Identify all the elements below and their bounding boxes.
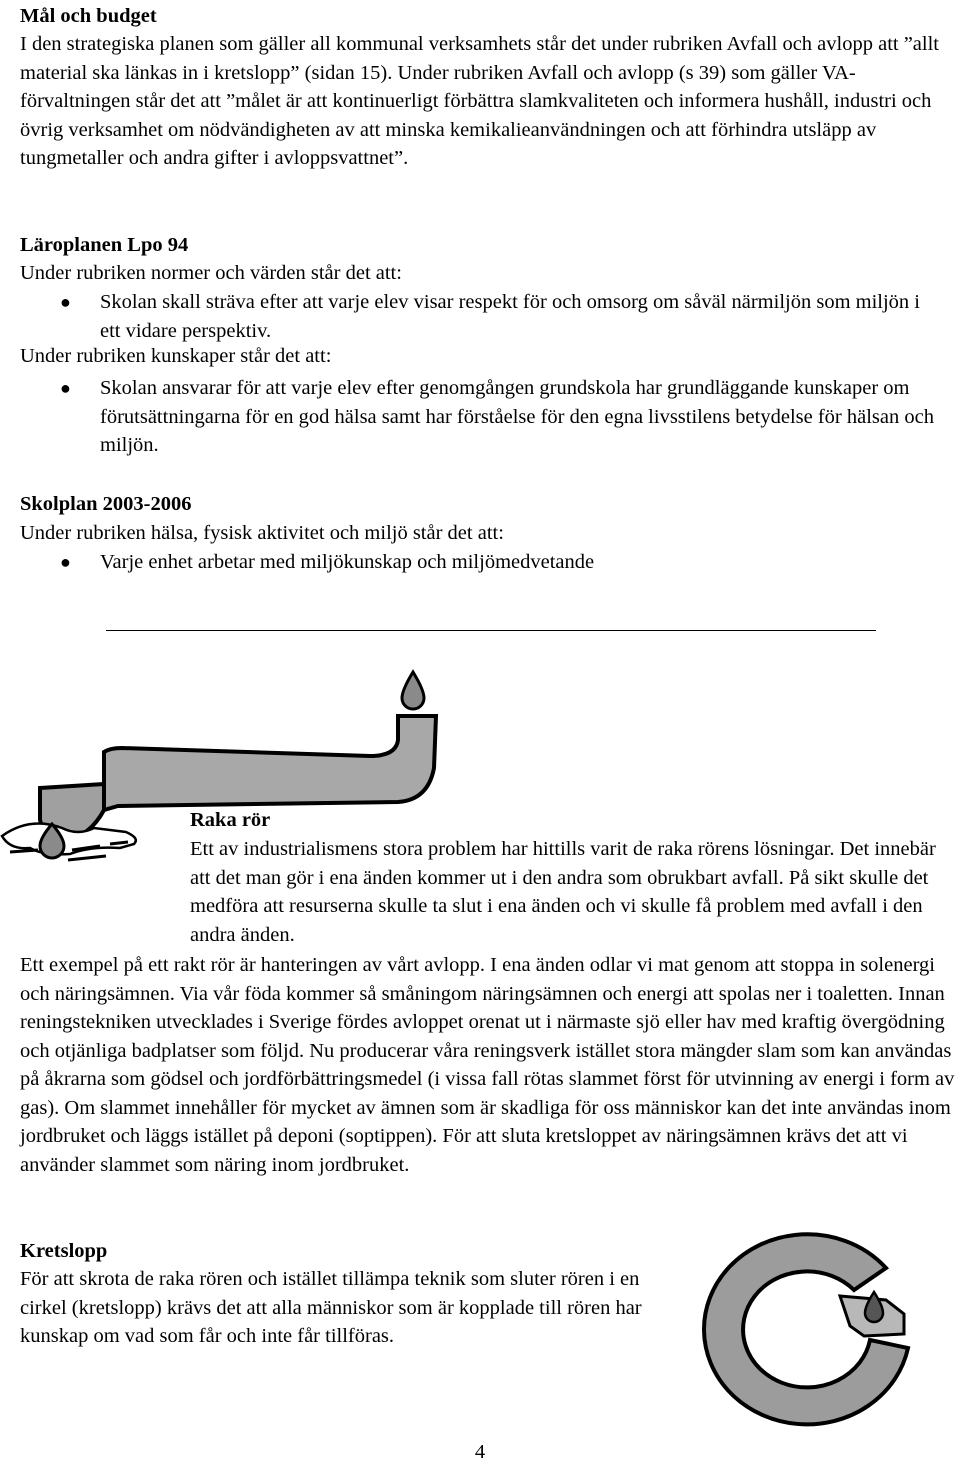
paragraph-mal-och-budget: I den strategiska planen som gäller all kommunal verksamhets står det under rubriken Avfall och avlopp att ”allt material ska länkas in i kretslopp” (sidan 15). Under rubriken Avfall och avlopp (s 39) som gäller VA-förvaltningen står det att ”målet är att kontinuerligt förbättra slamkvaliteten och informera hushåll, industri och övrig verksamhet om nödvändigheten av att minska kemikalieanvändningen och att förhindra utsläpp av tungmetaller och andra gifter i avloppsvattnet”. — [20, 33, 939, 169]
bent-pipe-shape — [104, 716, 436, 810]
bullet-text-skolplan: Varje enhet arbetar med miljökunskap och miljömedvetande — [100, 551, 595, 573]
section-heading-mal-och-budget: Mål och budget — [20, 5, 157, 27]
water-drop-circle-icon — [865, 1292, 883, 1322]
bullet-text-kunskaper: Skolan ansvarar för att varje elev efter genomgången grundskola har grundläggande kunskaper om förutsättningarna för en god hälsa samt har förståelse för den egna livsstilens betydelse för hälsan och miljön. — [100, 377, 934, 456]
paragraph-kunskaper-intro: Under rubriken kunskaper står det att: — [20, 345, 332, 367]
bullet-dot: ● — [60, 292, 71, 312]
paragraph-raka-ror-full: Ett exempel på ett rakt rör är hanteringen av vårt avlopp. I ena änden odlar vi mat genom att stoppa in solenergi och näringsämnen. Via vår föda kommer så småningom näringsämnen och energi att spolas ner i toaletten. Innan reningstekniken utvecklades i Sverige fördes avloppet orenat ut i närmaste sjö eller hav med kraftig övergödning och otjänliga badplatser som följd. Nu producerar våra reningsverk istället stora mängder slam som kan användas på åkrarna som gödsel och jordförbättringsmedel (i vissa fall rötas slammet först för utvinning av energi i form av gas). Om slammet innehåller för mycket av ämnen som är skadliga för oss människor kan det inte användas inom jordbruket och läggs istället på deponi (soptippen). För att sluta kretsloppet av näringsämnen krävs det att vi använder slammet som näring inom jordbruket. — [20, 954, 955, 1176]
section-heading-kretslopp: Kretslopp — [20, 1240, 108, 1262]
bullet-dot: ● — [60, 552, 71, 572]
page-number: 4 — [474, 1441, 486, 1463]
horizontal-divider — [106, 630, 876, 631]
bullet-text-normer: Skolan skall sträva efter att varje elev visar respekt för och omsorg om såväl närmiljön som miljön i ett vidare perspektiv. — [100, 291, 920, 342]
bullet-dot: ● — [60, 378, 71, 398]
bullet-item-skolplan — [60, 548, 940, 577]
bullet-item-normer — [60, 288, 940, 345]
bullet-item-kunskaper — [60, 374, 940, 460]
section-heading-laroplanen: Läroplanen Lpo 94 — [20, 234, 189, 256]
water-drop-top-icon — [402, 672, 424, 709]
paragraph-normer-intro: Under rubriken normer och värden står det att: — [20, 262, 402, 284]
circular-pipe-illustration — [690, 1230, 940, 1430]
section-heading-skolplan: Skolplan 2003-2006 — [20, 493, 192, 515]
paragraph-skolplan-intro: Under rubriken hälsa, fysisk aktivitet och miljö står det att: — [20, 522, 504, 544]
paragraph-raka-ror-indented: Ett av industrialismens stora problem har hittills varit de raka rörens lösningar. Det innebär att det man gör i ena änden kommer ut i den andra som obrukbart avfall. På sikt skulle det medföra att resurserna skulle ta slut i ena änden och vi skulle få problem med avfall i den andra änden. — [190, 838, 936, 946]
paragraph-kretslopp: För att skrota de raka rören och istället tillämpa teknik som sluter rören i en cirkel (kretslopp) krävs det att alla människor som är kopplade till rören har kunskap om vad som får och inte får tillföras. — [20, 1268, 642, 1347]
section-heading-raka-ror: Raka rör — [190, 809, 271, 831]
